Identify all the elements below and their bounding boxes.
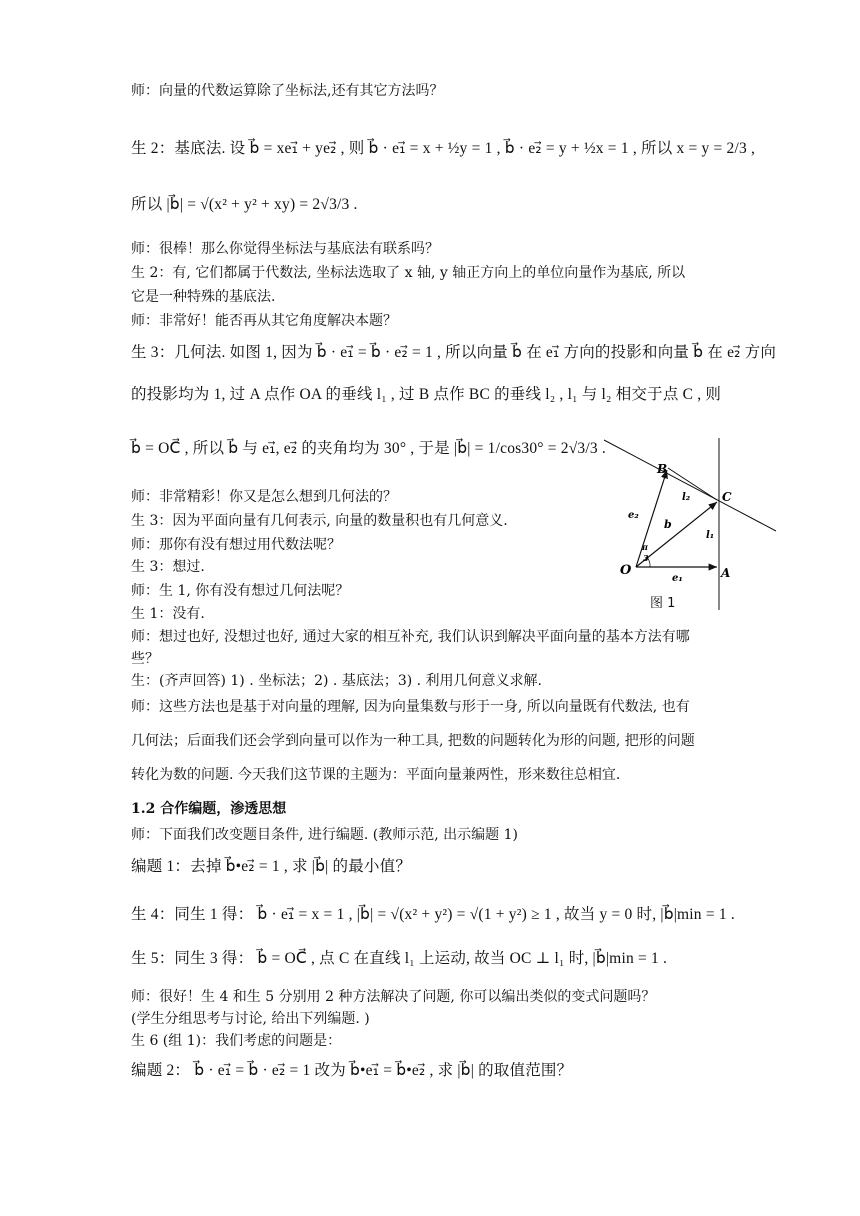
text-line: 生 2：基底法. 设 b⃗ = xe₁⃗ + ye₂⃗ , 则 b⃗ · e₁⃗ = x + ½y = 1 , b⃗ · e₂⃗ = y + ½x = 1 , 所以 x = y = 2/3 ,	[131, 140, 756, 157]
text-line: 生 4：同生 1 得： b⃗ · e₁⃗ = x = 1 , |b⃗| = √(x² + y²) = √(1 + y²) ≥ 1 , 故当 y = 0 时, |b⃗|min = 1 .	[131, 906, 735, 923]
text-line: 师：很好！生 4 和生 5 分别用 2 种方法解决了问题, 你可以编出类似的变式问题吗？	[131, 989, 656, 1005]
text-line: 生 2：有, 它们都属于代数法, 坐标法选取了 x 轴, y 轴正方向上的单位向量作为基底, 所以	[131, 265, 686, 281]
label-b: b	[664, 518, 672, 531]
text-line: 生 3：几何法. 如图 1, 因为 b⃗ · e₁⃗ = b⃗ · e₂⃗ = 1 , 所以向量 b⃗ 在 e₁⃗ 方向的投影和向量 b⃗ 在 e₂⃗ 方向	[131, 344, 777, 361]
text-line: 师：向量的代数运算除了坐标法,还有其它方法吗？	[131, 83, 444, 99]
problem-statement: 编题 1：去掉 b⃗•e₂⃗ = 1 , 求 |b⃗| 的最小值？	[131, 858, 412, 875]
text-line: 师：非常精彩！你又是怎么想到几何法的？	[131, 489, 397, 505]
text-line: 师：这些方法也是基于对向量的理解, 因为向量集数与形于一身, 所以向量既有代数法, 也有	[131, 699, 690, 715]
figure-1-diagram	[598, 438, 788, 610]
text-line: 它是一种特殊的基底法.	[131, 289, 276, 305]
text-line: b⃗ = OC⃗ , 所以 b⃗ 与 e₁⃗, e₂⃗ 的夹角均为 30° , 于是 |b⃗| = 1/cos30° = 2√3/3 .	[131, 440, 606, 457]
text-line: 师：非常好！能否再从其它角度解决本题？	[131, 313, 397, 329]
text-line: 师：那你有没有想过用代数法呢？	[131, 537, 341, 553]
label-e1: e₁	[672, 573, 683, 584]
text-line: 师：想过也好, 没想过也好, 通过大家的相互补充, 我们认识到解决平面向量的基本方法有哪	[131, 629, 690, 645]
label-B: B	[657, 462, 668, 476]
text-line: 生 1：没有.	[131, 606, 205, 622]
section-heading: 1.2 合作编题，渗透思想	[131, 801, 287, 817]
figure-caption: 图 1	[650, 596, 676, 611]
problem-statement: 编题 2： b⃗ · e₁⃗ = b⃗ · e₂⃗ = 1 改为 b⃗•e₁⃗ = b⃗•e₂⃗ , 求 |b⃗| 的取值范围？	[131, 1062, 573, 1079]
label-A: A	[721, 566, 731, 580]
text-line: 师：生 1, 你有没有想过几何法呢？	[131, 583, 350, 599]
label-e2: e₂	[628, 510, 639, 521]
text-line: 些？	[131, 651, 159, 667]
text-line: 生：(齐声回答) 1) . 坐标法；2) . 基底法；3) . 利用几何意义求解.	[131, 673, 542, 689]
text-line: 几何法；后面我们还会学到向量可以作为一种工具, 把数的问题转化为形的问题, 把形的问题	[131, 733, 695, 749]
segment-bc	[668, 468, 717, 500]
vector-e2	[636, 470, 667, 567]
label-3: 3	[643, 553, 649, 563]
text-line: 的投影均为 1, 过 A 点作 OA 的垂线 l₁ , 过 B 点作 BC 的垂线 l₂ , l₁ 与 l₂ 相交于点 C , 则	[131, 386, 722, 403]
text-line: 转化为数的问题. 今天我们这节课的主题为：平面向量兼两性，形来数往总相宜.	[131, 767, 621, 783]
text-line: 师：很棒！那么你觉得坐标法与基底法有联系吗？	[131, 241, 439, 257]
label-O: O	[620, 563, 632, 578]
label-l1: l₁	[706, 530, 715, 541]
label-C: C	[722, 490, 732, 504]
text-line: 生 3：想过.	[131, 559, 205, 575]
text-line: 生 3：因为平面向量有几何表示, 向量的数量积也有几何意义.	[131, 513, 508, 529]
text-line: 所以 |b⃗| = √(x² + y² + xy) = 2√3/3 .	[131, 196, 358, 213]
text-line: 生 6 (组 1)：我们考虑的问题是：	[131, 1033, 342, 1049]
text-line: 生 5：同生 3 得： b⃗ = OC⃗ , 点 C 在直线 l₁ 上运动, 故当 OC ⊥ l₁ 时, |b⃗|min = 1 .	[131, 950, 668, 967]
text-line: (学生分组思考与讨论, 给出下列编题. )	[131, 1011, 370, 1027]
label-pi: π	[642, 542, 648, 552]
label-l2: l₂	[682, 492, 691, 503]
text-line: 师：下面我们改变题目条件, 进行编题. (教师示范, 出示编题 1)	[131, 827, 518, 843]
